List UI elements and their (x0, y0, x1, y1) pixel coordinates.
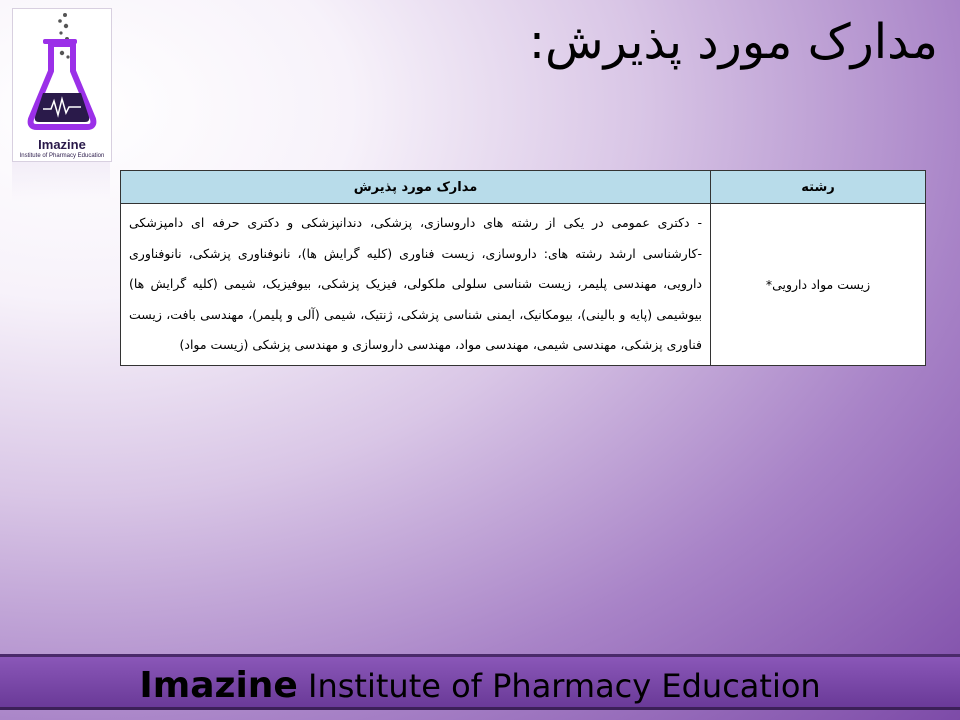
footer (0, 665, 960, 706)
institute-logo (12, 8, 112, 162)
page-title: مدارک مورد پذیرش: (528, 14, 938, 70)
logo-reflection (12, 162, 110, 202)
footer-brand: Imazine (139, 665, 298, 706)
cell-field: زیست مواد دارویی* (711, 204, 926, 366)
flask-icon (13, 9, 111, 137)
admission-documents-table (120, 170, 926, 366)
footer-text: Institute of Pharmacy Education (308, 667, 821, 705)
header-documents: مدارک مورد پذیرش (121, 171, 711, 204)
cell-documents: - دکتری عمومی در یکی از رشته های داروسازی، پزشکی، دندانپزشکی و دکتری حرفه ای دامپزشکی -کارشناسی ارشد رشته های: داروسازی، زیست فناوری (کلیه گرایش ها)، نانوفناوری پزشکی، نانوفناوری دارویی، مهندسی پلیمر، زیست شناسی سلولی ملکولی، فیزیک پزشکی، بیوفیزیک، شیمی (کلیه گرایش ها) بیوشیمی (پایه و بالینی)، بیومکانیک، ایمنی شناسی پزشکی، ژنتیک، شیمی (آلی و پلیمر)، مهندسی بافت، زیست فناوری پزشکی، مهندسی شیمی، مهندسی مواد، مهندسی داروسازی و مهندسی پزشکی (زیست مواد) (121, 204, 711, 366)
logo-name: Imazine (38, 137, 86, 152)
header-field: رشته (711, 171, 926, 204)
table-row (121, 204, 926, 366)
table-header-row (121, 171, 926, 204)
logo-subtitle: Institute of Pharmacy Education (19, 153, 105, 159)
